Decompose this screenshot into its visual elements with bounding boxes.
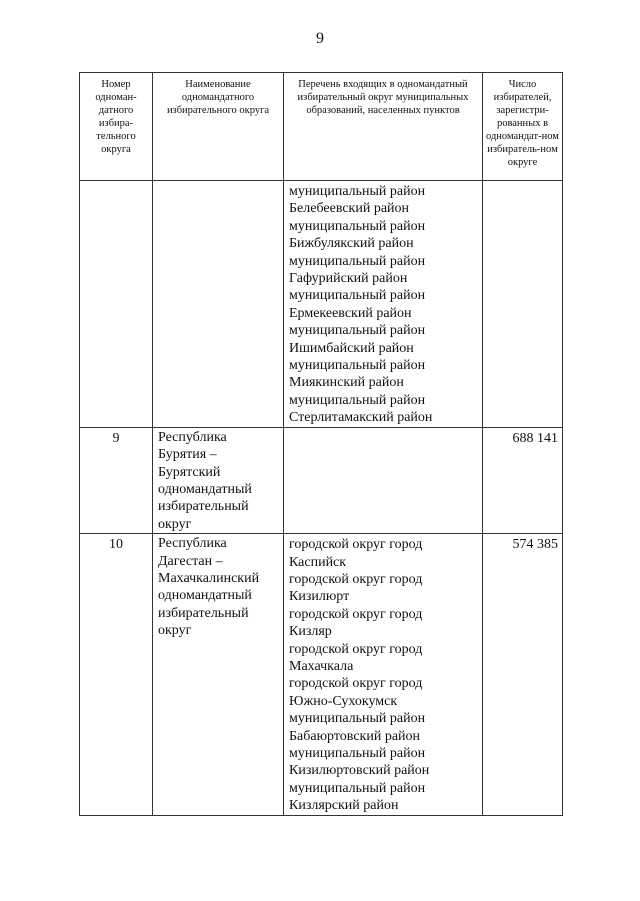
list-line: Кизилюртовский район [289,763,430,779]
name-line: Дагестан – [158,553,223,569]
cell-name [153,427,284,533]
list-line: Ермекеевский район [289,305,412,321]
list-line: Кизилюрт [289,589,350,605]
list-line: Кизляр [289,624,332,640]
districts-table [79,72,563,816]
cell-voters: 574 385 [483,534,563,816]
cell-number [80,181,153,428]
cell-municipalities [284,534,483,816]
list-line: Бижбулякский район [289,236,414,252]
list-line: Каспийск [289,554,347,570]
header-district-name: Наименование одномандатного избирательного округа [153,73,284,181]
cell-number: 10 [80,534,153,816]
name-line: округ [158,516,192,532]
name-line: Бурятия – [158,447,217,463]
list-line: муниципальный район [289,323,426,339]
list-line: Махачкала [289,658,354,674]
table-header-row [80,73,563,181]
list-line: городской округ город [289,537,423,553]
list-line: городской округ город [289,641,423,657]
list-line: Южно-Сухокумск [289,693,398,709]
name-line: одномандатный [158,481,252,497]
name-line: одномандатный [158,588,252,604]
list-line: муниципальный район [289,358,426,374]
cell-municipalities [284,427,483,533]
list-line: городской округ город [289,571,423,587]
name-line: Бурятский [158,464,221,480]
cell-municipalities [284,181,483,428]
list-line: муниципальный район [289,253,426,269]
table-row-district-10 [80,534,563,816]
list-line: Миякинский район [289,375,404,391]
name-line: Республика [158,429,227,445]
cell-voters [483,181,563,428]
header-voters-count: Число избирателей, зарегистри-рованных в одномандат-ном избиратель-ном округе [483,73,563,181]
name-line: Республика [158,536,227,552]
header-municipalities-list: Перечень входящих в одномандатный избирательный округ муниципальных образований, населенных пунктов [284,73,483,181]
list-line: Кизлярский район [289,798,399,814]
name-line: округ [158,623,192,639]
list-line: городской округ город [289,676,423,692]
list-line: Ишимбайский район [289,340,414,356]
list-line: муниципальный район [289,780,426,796]
name-line: избирательный [158,605,249,621]
list-line: муниципальный район [289,746,426,761]
cell-name [153,181,284,428]
list-line: Бабаюртовский район [289,728,421,744]
list-line: Гафурийский район [289,271,408,287]
name-line: избирательный [158,499,249,515]
table-row-district-9 [80,427,563,533]
list-line: Стерлитамакский район [289,410,433,426]
list-line: Белебеевский район [289,201,410,217]
cell-number: 9 [80,427,153,533]
page-number: 9 [316,30,324,47]
list-line: муниципальный район [289,184,426,199]
list-line: муниципальный район [289,218,426,234]
list-line: муниципальный район [289,288,426,304]
header-district-number: Номер одноман-датного избира-тельного округа [80,73,153,181]
table-row-continuation [80,181,563,428]
list-line: муниципальный район [289,392,426,408]
list-line: муниципальный район [289,711,426,727]
cell-voters: 688 141 [483,427,563,533]
name-line: Махачкалинский [158,570,260,586]
list-line: городской округ город [289,606,423,622]
cell-name [153,534,284,816]
